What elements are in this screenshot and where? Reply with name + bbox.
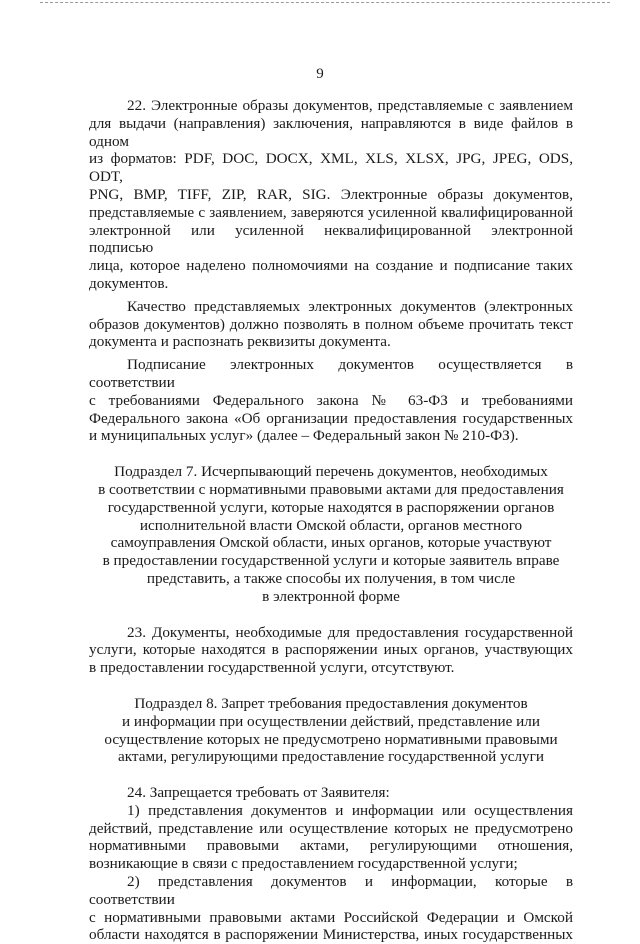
text-line: и информации при осуществлении действий, представление или (121, 712, 541, 730)
text-line: возникающие в связи с предоставлением государственной услуги; (89, 855, 518, 873)
text-line: актами, регулирующими предоставление государственной услуги (118, 748, 544, 766)
text-line: в электронной форме (262, 587, 400, 605)
text-line: документа и распознать реквизиты документа. (89, 333, 391, 351)
text-line: Подписание электронных документов осуществляется в соответствии (89, 356, 573, 391)
text-line: 22. Электронные образы документов, представляемые с заявлением (127, 97, 573, 114)
text-line: представить, а также способы их получения, в том числе (146, 569, 516, 587)
text-line: лица, которое наделено полномочиями на создание и подписание таких (89, 257, 573, 275)
text-line: Подраздел 8. Запрет требования предоставления документов (134, 694, 528, 712)
text-line: действий, представление или осуществление которых не предусмотрено (89, 819, 573, 837)
text-line: для выдачи (направления) заключения, направляются в виде файлов в одном (89, 114, 573, 150)
text-line: в предоставлении государственной услуги и которые заявитель вправе (102, 552, 560, 570)
text-line: образов документов) должно позволять в полном объеме прочитать текст (89, 315, 573, 333)
text-line: с требованиями Федерального закона № 63-ФЗ и требованиями (89, 391, 573, 409)
text-line: представляемые с заявлением, заверяются усиленной квалифицированной (89, 203, 573, 221)
text-line: услуги, которые находятся в распоряжении иных органов, участвующих (89, 641, 573, 659)
text-line: Федерального закона «Об организации предоставления государственных (89, 409, 573, 427)
text-line: 23. Документы, необходимые для предоставления государственной (127, 623, 573, 641)
text-line: из форматов: PDF, DOC, DOCX, XML, XLS, XLSX, JPG, JPEG, ODS, ODT, (89, 150, 573, 186)
text-line: области находятся в распоряжении Министерства, иных государственных (89, 926, 573, 944)
page-number: 9 (316, 66, 324, 82)
text-line: электронной или усиленной неквалифицированной электронной подписью (89, 221, 573, 257)
scan-top-edge (40, 2, 610, 3)
text-line: государственной услуги, которые находятся в распоряжении органов (107, 498, 555, 516)
text-line: 24. Запрещается требовать от Заявителя: (127, 784, 390, 802)
paragraph-23 (89, 624, 573, 677)
text-line: 1) представления документов и информации или осуществления (127, 801, 573, 819)
paragraph-22 (89, 97, 573, 293)
text-line: 2) представления документов и информации, которые в соответствии (89, 873, 573, 908)
text-line: PNG, BMP, TIFF, ZIP, RAR, SIG. Электронные образы документов, (89, 185, 573, 203)
subsection-7-heading (89, 463, 573, 605)
paragraph-24-intro (89, 784, 573, 802)
text-line: с нормативными правовыми актами Российской Федерации и Омской (89, 908, 573, 926)
text-line: Качество представляемых электронных документов (электронных (127, 297, 573, 315)
text-line: в предоставлении государственной услуги, отсутствуют. (89, 659, 455, 677)
document-body (89, 97, 573, 944)
subsection-8-heading (89, 695, 573, 766)
text-line: нормативными правовыми актами, регулирующими отношения, (89, 837, 573, 855)
text-line: и муниципальных услуг» (далее – Федеральный закон № 210-ФЗ). (89, 427, 519, 445)
paragraph-24-item-1 (89, 802, 573, 873)
text-line: исполнительной власти Омской области, органов местного (139, 516, 523, 534)
text-line: в соответствии с нормативными правовыми актами для предоставления (98, 480, 564, 498)
text-line: Подраздел 7. Исчерпывающий перечень документов, необходимых (114, 463, 548, 481)
paragraph-24-item-2 (89, 873, 573, 944)
text-line: самоуправления Омской области, иных органов, которые участвуют (110, 534, 552, 552)
text-line: осуществление которых не предусмотрено нормативными правовыми (104, 730, 558, 748)
paragraph-signing (89, 356, 573, 445)
paragraph-quality (89, 298, 573, 351)
text-line: документов. (89, 274, 169, 292)
